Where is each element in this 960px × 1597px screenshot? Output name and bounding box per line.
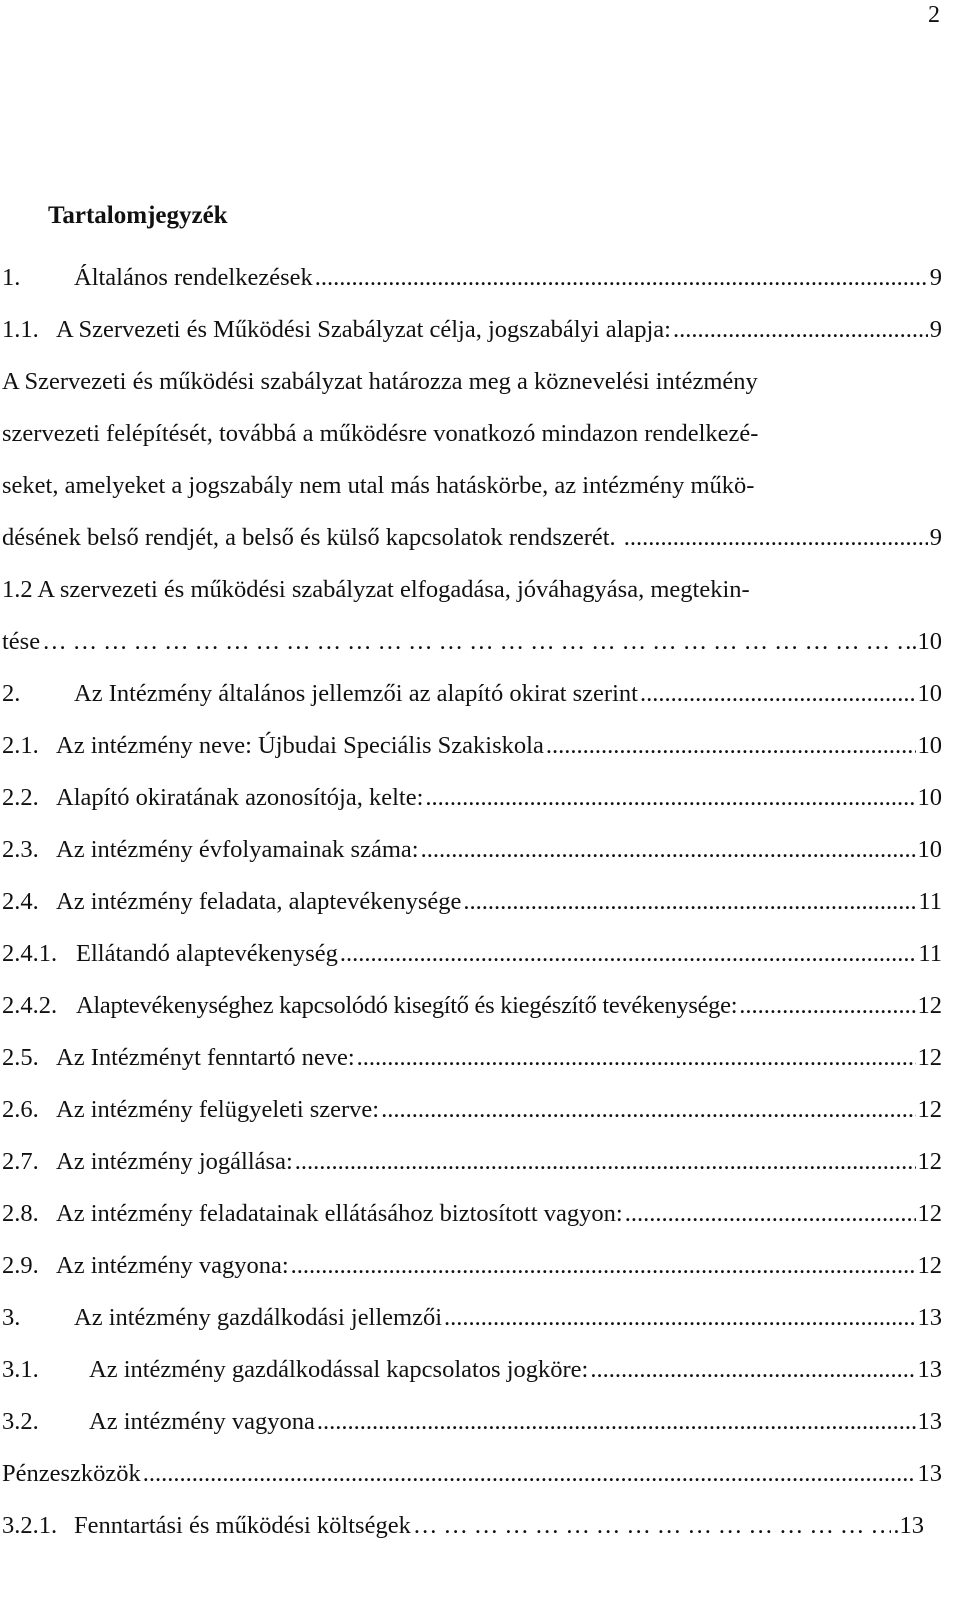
toc-entry[interactable] — [2, 940, 942, 968]
toc-entry-text: Az Intézmény általános jellemzői az alapító okirat szerint — [74, 680, 638, 707]
toc-entry-text: Alaptevékenységhez kapcsolódó kisegítő és kiegészítő tevékenysége: — [76, 992, 738, 1019]
toc-leader-dots — [340, 940, 917, 968]
toc-leader-dots — [739, 992, 915, 1020]
toc-entry-text: Az intézmény neve: Újbudai Speciális Szakiskola — [56, 732, 544, 759]
toc-entry-number: 2.4. — [2, 888, 39, 915]
toc-entry-page: 12 — [917, 992, 942, 1019]
toc-entry-number: 3. — [2, 1304, 21, 1331]
toc-entry-text: Az intézmény évfolyamainak száma: — [56, 836, 419, 863]
toc-leader-dots — [42, 628, 903, 656]
toc-entry[interactable] — [2, 1512, 942, 1540]
toc-entry-text: Az intézmény feladatainak ellátásához biztosított vagyon: — [56, 1200, 623, 1227]
toc-leader-dots — [640, 680, 916, 708]
toc-entry-number: 2. — [2, 680, 21, 707]
toc-entry-text: Az intézmény felügyeleti szerve: — [56, 1096, 380, 1123]
toc-entry-page: 10 — [917, 836, 942, 863]
toc-paragraph-text: seket, amelyeket a jogszabály nem utal más hatáskörbe, az intézmény műkö- — [2, 472, 755, 499]
toc-leader-dots — [421, 836, 916, 864]
toc-leader-dots — [315, 264, 928, 292]
toc-leader-dots — [624, 524, 928, 552]
toc-entry-text: Az intézmény jogállása: — [56, 1148, 293, 1175]
toc-paragraph-line — [2, 420, 942, 448]
toc-entry-number: 2.4.1. — [2, 940, 58, 967]
toc-entry[interactable] — [2, 524, 942, 552]
toc-entry-number: 3.1. — [2, 1356, 39, 1383]
toc-entry[interactable] — [2, 628, 942, 656]
toc-entry[interactable] — [2, 1408, 942, 1436]
toc-entry-number: 2.3. — [2, 836, 39, 863]
toc-leader-dots — [317, 1408, 916, 1436]
toc-paragraph-text: A Szervezeti és működési szabályzat határozza meg a köznevelési intézmény — [2, 368, 758, 395]
toc-leader-dots — [673, 316, 928, 344]
toc-leader-dots — [413, 1512, 892, 1540]
toc-entry-text: tése — [2, 628, 41, 655]
toc-entry-number: 2.4.2. — [2, 992, 58, 1019]
toc-leader-dots — [295, 1148, 916, 1176]
toc-entry-page: 9 — [929, 524, 942, 551]
toc-entry[interactable] — [2, 1044, 942, 1072]
toc-entry-number: 2.1. — [2, 732, 39, 759]
toc-entry-number: 2.5. — [2, 1044, 39, 1071]
toc-entry[interactable] — [2, 1096, 942, 1124]
toc-leader-dots — [291, 1252, 916, 1280]
toc-entry-text: Az intézmény gazdálkodással kapcsolatos jogköre: — [89, 1356, 589, 1383]
toc-entry[interactable] — [2, 316, 942, 344]
toc-entry-text: Alapító okiratának azonosítója, kelte: — [56, 784, 424, 811]
toc-entry-page: ..10 — [905, 628, 942, 655]
toc-entry-page: 11 — [918, 940, 942, 967]
toc-leader-dots — [143, 1460, 916, 1488]
toc-entry-number: 2.7. — [2, 1148, 39, 1175]
toc-entry-page: 10 — [917, 680, 942, 707]
toc-leader-dots — [546, 732, 916, 760]
toc-entry[interactable] — [2, 836, 942, 864]
toc-entry[interactable] — [2, 992, 942, 1020]
toc-entry-page: 9 — [929, 264, 942, 291]
toc-entry-text: désének belső rendjét, a belső és külső kapcsolatok rendszerét. — [2, 524, 622, 551]
toc-entry-text: Általános rendelkezések — [74, 264, 313, 291]
toc-leader-dots — [625, 1200, 916, 1228]
toc-entry[interactable] — [2, 888, 942, 916]
toc-entry[interactable] — [2, 680, 942, 708]
toc-entry-page: 12 — [917, 1252, 942, 1279]
toc-entry-page: 11 — [918, 888, 942, 915]
toc-entry-page: 10 — [917, 784, 942, 811]
toc-entry-number: 2.9. — [2, 1252, 39, 1279]
toc-paragraph-line — [2, 368, 942, 396]
toc-entry[interactable] — [2, 1460, 942, 1488]
toc-leader-dots — [590, 1356, 915, 1384]
toc-entry-text: 1.2 A szervezeti és működési szabályzat elfogadása, jóváhagyása, megtekin- — [2, 576, 750, 603]
toc-entry-page: 13 — [917, 1356, 942, 1383]
toc-entry[interactable] — [2, 1304, 942, 1332]
toc-leader-dots — [425, 784, 915, 812]
toc-entry-page: 12 — [917, 1044, 942, 1071]
toc-paragraph-text: szervezeti felépítését, továbbá a működésre vonatkozó mindazon rendelkezé- — [2, 420, 759, 447]
toc-entry-page: 13 — [917, 1304, 942, 1331]
toc-entry[interactable] — [2, 784, 942, 812]
toc-entry-text: Az intézmény vagyona: — [56, 1252, 289, 1279]
toc-leader-dots — [357, 1044, 916, 1072]
toc-entry-number: 1. — [2, 264, 21, 291]
toc-entry-number: 3.2. — [2, 1408, 39, 1435]
toc-entry-text: Fenntartási és működési költségek — [74, 1512, 411, 1539]
toc-entry-page: 9 — [929, 316, 942, 343]
toc-leader-dots — [381, 1096, 915, 1124]
toc-entry-text: A Szervezeti és Működési Szabályzat célja, jogszabályi alapja: — [56, 316, 671, 343]
toc-entry-page: .13 — [893, 1512, 924, 1539]
toc-entry-text: Az intézmény vagyona — [89, 1408, 315, 1435]
toc-entry-number: 1.1. — [2, 316, 39, 343]
toc-entry-number: 2.2. — [2, 784, 39, 811]
toc-entry-text: Az intézmény feladata, alaptevékenysége — [56, 888, 462, 915]
toc-entry-number: 2.6. — [2, 1096, 39, 1123]
toc-entry-number: 3.2.1. — [2, 1512, 58, 1539]
toc-entry-text: Az Intézményt fenntartó neve: — [56, 1044, 355, 1071]
toc-entry-page: 13 — [917, 1460, 942, 1487]
toc-entry[interactable] — [2, 732, 942, 760]
toc-entry-page: 10 — [917, 732, 942, 759]
toc-entry-text: Ellátandó alaptevékenység — [76, 940, 338, 967]
toc-entry-page: 13 — [917, 1408, 942, 1435]
page-number: 2 — [928, 2, 940, 28]
toc-title: Tartalomjegyzék — [48, 202, 228, 229]
toc-entry[interactable] — [2, 1252, 942, 1280]
toc-entry[interactable] — [2, 1200, 942, 1228]
toc-entry-text: Pénzeszközök — [2, 1460, 141, 1487]
toc-entry[interactable] — [2, 264, 942, 292]
toc-entry[interactable] — [2, 1356, 942, 1384]
toc-entry-number: 2.8. — [2, 1200, 39, 1227]
toc-entry[interactable] — [2, 576, 942, 604]
toc-entry-page: 12 — [917, 1096, 942, 1123]
toc-paragraph-line — [2, 472, 942, 500]
toc-entry-page: 12 — [917, 1148, 942, 1175]
toc-leader-dots — [463, 888, 916, 916]
toc-entry[interactable] — [2, 1148, 942, 1176]
toc-entry-text: Az intézmény gazdálkodási jellemzői — [74, 1304, 443, 1331]
toc-leader-dots — [444, 1304, 915, 1332]
toc-entry-page: 12 — [917, 1200, 942, 1227]
